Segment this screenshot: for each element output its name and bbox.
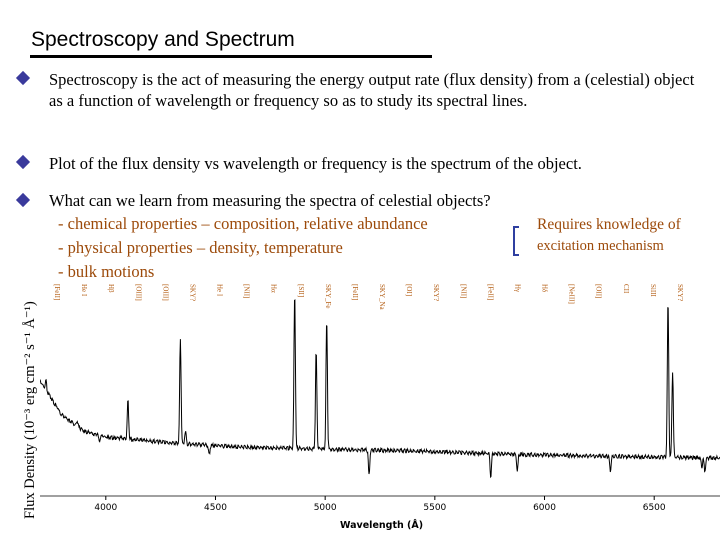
line-id-label: [NII] xyxy=(459,284,468,299)
bullet-2-text: Plot of the flux density vs wavelength or frequency is the spectrum of the object. xyxy=(49,154,582,173)
x-tick-label: 5000 xyxy=(313,503,337,513)
line-id-label: SKY_Fe xyxy=(323,284,332,309)
line-id-label: [SII] xyxy=(296,284,305,298)
bullet-2-marker xyxy=(16,155,30,169)
x-tick-label: 4000 xyxy=(94,503,118,513)
bullet-3-marker xyxy=(16,193,30,207)
slide-title: Spectroscopy and Spectrum xyxy=(31,28,295,51)
side-note-line-2: excitation mechanism xyxy=(537,238,664,254)
x-tick-label: 4500 xyxy=(204,503,227,513)
bullet-1-marker xyxy=(16,71,30,85)
x-axis-ticks xyxy=(94,496,666,513)
sub-item-motions: - bulk motions xyxy=(58,262,155,281)
line-id-label: SKY? xyxy=(188,284,197,302)
line-id-label: [NII] xyxy=(242,284,251,299)
line-id-label: Hγ xyxy=(513,284,522,293)
line-id-label: [OI] xyxy=(405,284,414,297)
spectrum-chart xyxy=(40,280,720,516)
line-id-labels xyxy=(53,284,684,311)
side-note-line-1: Requires knowledge of xyxy=(537,216,681,233)
spectrum-line xyxy=(40,300,720,477)
line-id-label: [FeII] xyxy=(486,284,495,301)
line-id-label: SKY_Na xyxy=(378,284,386,310)
x-tick-label: 6500 xyxy=(642,503,666,513)
line-id-label: SiIII xyxy=(648,284,657,297)
x-tick-label: 5500 xyxy=(423,503,447,513)
line-id-label: [FeII] xyxy=(53,284,61,301)
line-id-label: Hδ xyxy=(540,284,549,293)
title-underline xyxy=(30,55,432,58)
x-axis-label: Wavelength (Å) xyxy=(340,520,424,531)
line-id-label: Hβ xyxy=(107,284,116,293)
line-id-label: [OIII] xyxy=(134,284,143,301)
bullet-3-text: What can we learn from measuring the spectra of celestial objects? xyxy=(49,191,491,210)
line-id-label: He I xyxy=(215,284,224,297)
line-id-label: SKY? xyxy=(432,284,441,302)
sub-item-physical: - physical properties – density, temperature xyxy=(58,238,343,257)
bullet-1-text: Spectroscopy is the act of measuring the energy output rate (flux density) from a (celestial) object as a function of wavelength or frequency so as to study its spectral lines. xyxy=(49,70,695,110)
line-id-label: [OIII] xyxy=(161,284,170,301)
line-id-label: [OII] xyxy=(594,284,603,299)
sub-item-chemical: - chemical properties – composition, relative abundance xyxy=(58,214,428,233)
line-id-label: He I xyxy=(80,284,89,297)
note-bracket xyxy=(513,226,519,256)
line-id-label: CII xyxy=(621,284,630,294)
y-axis-label: Flux Density (10⁻³ erg cm⁻² s⁻¹ Å⁻¹) xyxy=(22,301,38,519)
line-id-label: Hα xyxy=(269,284,278,293)
line-id-label: SKY? xyxy=(675,284,684,302)
line-id-label: [NeIII] xyxy=(567,284,576,304)
x-tick-label: 6000 xyxy=(533,503,556,513)
line-id-label: [FeII] xyxy=(350,284,359,301)
